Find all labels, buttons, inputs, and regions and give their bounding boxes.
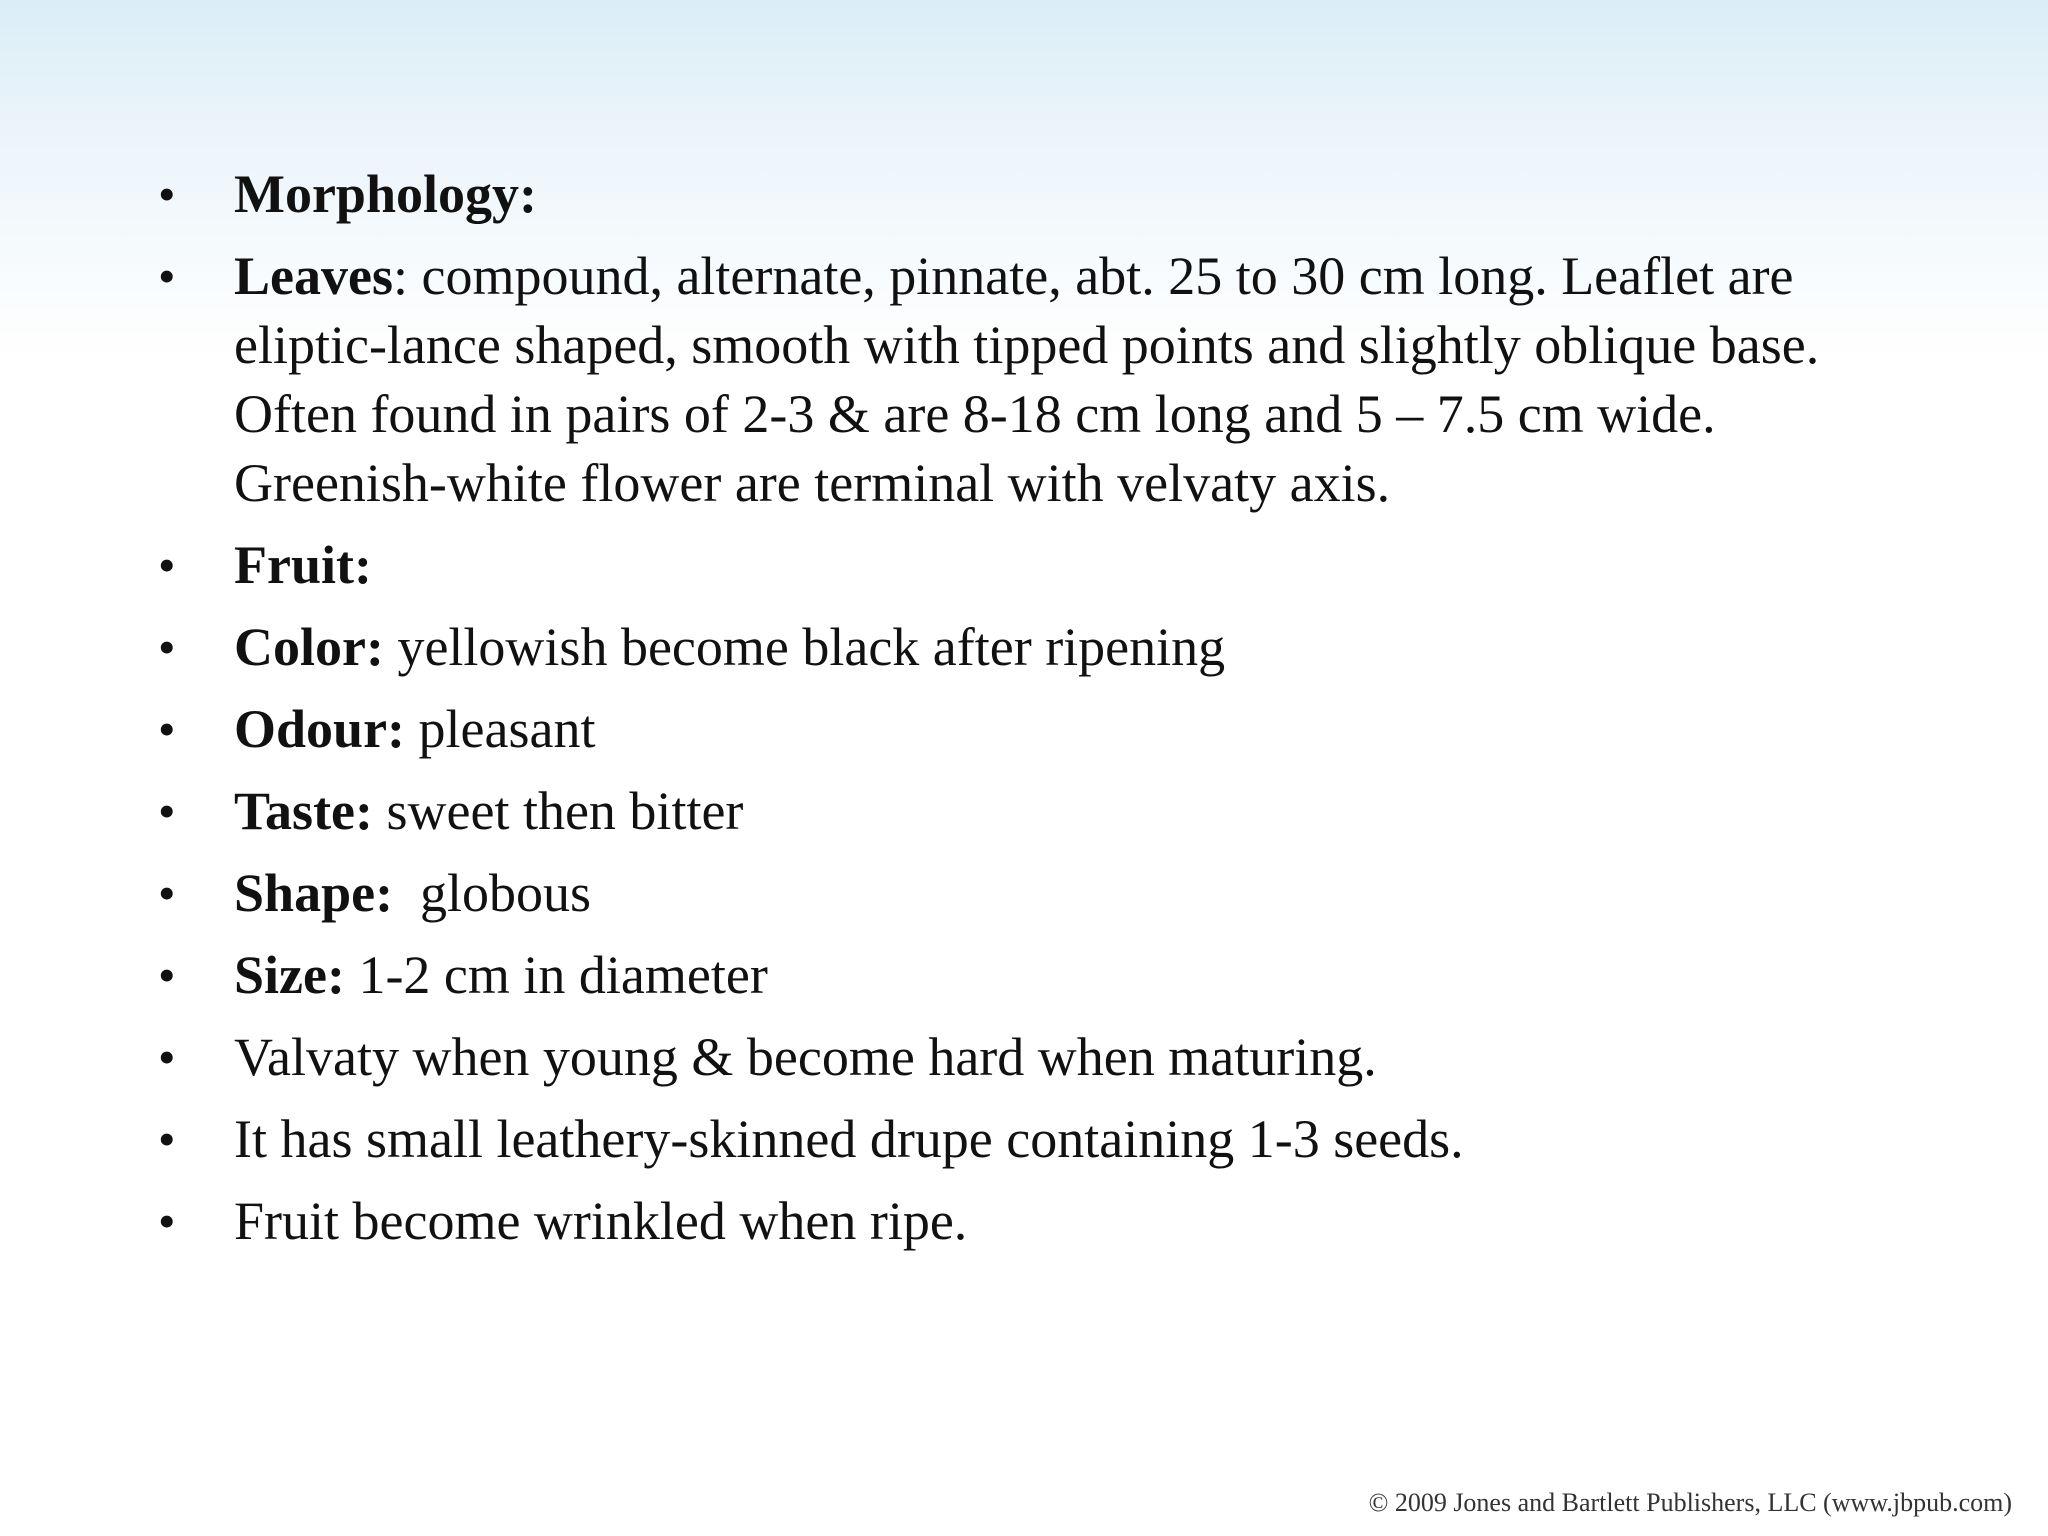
bullet-list [150,160,1890,1269]
bullet-fruit [150,531,1890,600]
bullet-drupe [150,1105,1890,1174]
bullet-text: : compound, alternate, pinnate, abt. 25 to 30 cm long. Leaflet are eliptic-lance shaped, smooth with tipped points and slightly oblique base. Often found in pairs of 2-3 & are 8-18 cm long and 5 – 7.5 cm wide. Greenish-white flower are terminal with velvaty axis. [234,246,1820,513]
bullet-morphology [150,160,1890,229]
bullet-label: Leaves [234,246,393,306]
bullet-dot-icon: • [158,619,176,675]
bullet-text: Fruit become wrinkled when ripe. [234,1191,968,1251]
bullet-label: Morphology: [234,164,537,224]
bullet-dot-icon: • [158,783,176,839]
bullet-wrinkled [150,1187,1890,1256]
bullet-size [150,941,1890,1010]
bullet-shape [150,859,1890,928]
bullet-dot-icon: • [158,947,176,1003]
bullet-dot-icon: • [158,166,176,222]
bullet-text: sweet then bitter [373,781,744,841]
bullet-label: Fruit: [234,535,372,595]
bullet-label: Color: [234,617,384,677]
bullet-label: Shape: [234,863,394,923]
bullet-dot-icon: • [158,1193,176,1249]
bullet-dot-icon: • [158,248,176,304]
bullet-dot-icon: • [158,1111,176,1167]
bullet-text: globous [393,863,592,923]
bullet-label: Odour: [234,699,406,759]
bullet-dot-icon: • [158,865,176,921]
bullet-valvaty [150,1023,1890,1092]
bullet-text: It has small leathery-skinned drupe containing 1-3 seeds. [234,1109,1464,1169]
bullet-dot-icon: • [158,1029,176,1085]
bullet-text: Valvaty when young & become hard when maturing. [234,1027,1377,1087]
bullet-odour [150,695,1890,764]
bullet-label: Taste: [234,781,374,841]
bullet-leaves [150,242,1890,518]
bullet-text: yellowish become black after ripening [383,617,1226,677]
bullet-text: pleasant [405,699,596,759]
bullet-color [150,613,1890,682]
bullet-taste [150,777,1890,846]
bullet-text: 1-2 cm in diameter [344,945,768,1005]
bullet-label: Size: [234,945,345,1005]
bullet-dot-icon: • [158,701,176,757]
copyright-notice: © 2009 Jones and Bartlett Publishers, LLC (www.jbpub.com) [1368,1488,2012,1517]
bullet-dot-icon: • [158,537,176,593]
